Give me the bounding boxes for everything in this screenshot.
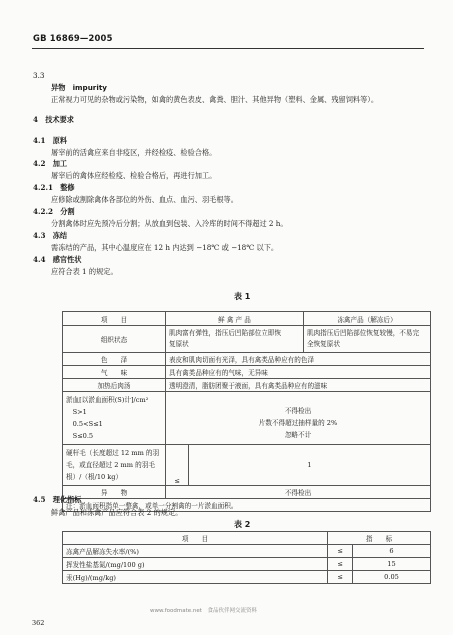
section-4-2-1-title: 整修 xyxy=(60,183,75,192)
section-4-5-title: 理化指标 xyxy=(52,495,82,504)
table-1-cell: 不得检出 xyxy=(166,486,431,499)
table-row xyxy=(63,392,431,445)
table-2-cell: ≤ xyxy=(328,571,353,584)
table-2-cell: 挥发性盐基氮/(mg/100 g) xyxy=(63,558,328,571)
table-2-cell: 冻禽产品解冻失水率/(%) xyxy=(63,545,328,558)
table-row xyxy=(63,486,431,499)
standard-number: GB 16869—2005 xyxy=(33,33,113,43)
section-4-5-heading xyxy=(33,495,81,505)
table-2-header-value: 指 标 xyxy=(328,532,431,545)
table-1-cell: 具有禽类品种应有的气味，无异味 xyxy=(166,366,431,379)
table-row xyxy=(63,571,431,584)
table-2-cell: ≤ xyxy=(328,558,353,571)
section-4-1-number: 4.1 xyxy=(33,136,46,145)
table-2-cell: 6 xyxy=(353,545,431,558)
section-4-1-body: 屠宰前的活禽应来自非疫区，并经检疫、检验合格。 xyxy=(51,148,217,157)
table-1-header-item: 项 目 xyxy=(63,312,166,326)
table-2-header-item: 项 目 xyxy=(63,532,328,545)
table-1-cell-line: 0.5<S≤1 xyxy=(66,420,103,428)
section-4-2-title: 加工 xyxy=(52,159,68,168)
table-1-cell xyxy=(166,326,304,353)
table-1-cell: 气 味 xyxy=(63,366,166,379)
table-1-cell-line: 复原状 xyxy=(169,340,189,348)
table-1-cell-line: 肌肉指压后凹陷部位恢复较慢，不易完 xyxy=(307,329,420,337)
page-number: 362 xyxy=(32,619,45,627)
section-4-2-number: 4.2 xyxy=(33,159,46,168)
table-1-note: 注：淤血面积指单一整禽，或单一分割禽的一片淤血面积。 xyxy=(63,499,431,512)
section-4-2-1-heading xyxy=(33,183,75,193)
table-2 xyxy=(62,531,431,584)
table-row xyxy=(63,366,431,379)
section-3-3-number: 3.3 xyxy=(33,71,45,80)
section-3-3-title: 异物 xyxy=(51,83,66,92)
section-4-1-title: 原料 xyxy=(52,136,68,145)
section-4-heading xyxy=(33,115,74,125)
table-1-cell-line: S>1 xyxy=(66,408,87,416)
table-1-cell: 1 xyxy=(189,445,431,486)
section-4-title: 技术要求 xyxy=(45,115,74,124)
section-4-2-heading xyxy=(33,159,67,169)
table-1-cell xyxy=(63,445,166,486)
table-1-cell: 色 泽 xyxy=(63,353,166,366)
table-1-cell-line: 忽略不计 xyxy=(284,431,312,439)
table-2-cell: ≤ xyxy=(328,545,353,558)
table-1-header-fresh: 鲜 禽 产 品 xyxy=(166,312,304,326)
table-row xyxy=(63,379,431,392)
table-1-cell: 透明澄清，脂肪团聚于液面，具有禽类品种应有的滋味 xyxy=(166,379,431,392)
table-1-header-frozen: 冻禽产品（解冻后） xyxy=(304,312,431,326)
table-row xyxy=(63,445,431,486)
section-4-2-2-heading xyxy=(33,207,75,217)
section-4-2-1-number: 4.2.1 xyxy=(33,183,54,192)
section-4-2-body: 屠宰后的禽体应经检疫、检验合格后，再进行加工。 xyxy=(51,171,217,180)
table-1-cell-line: 肌肉富有弹性，指压后凹陷部位立即恢 xyxy=(169,329,282,337)
table-row xyxy=(63,558,431,571)
watermark: www.foodmate.net 食品伙伴网交流资料 xyxy=(150,608,257,614)
section-4-2-2-title: 分割 xyxy=(60,207,75,216)
table-1-cell-line: 全恢复原状 xyxy=(307,340,340,348)
section-4-4-number: 4.4 xyxy=(33,255,46,264)
section-3-3-body: 正常视力可见的杂物或污染物，如禽的黄色表皮、禽粪、胆汁、其他异物（塑料、金属、残留饲料等）。 xyxy=(51,95,379,104)
section-4-5-body: 鲜禽产品和冻禽产品应符合表 2 的规定。 xyxy=(51,508,183,517)
section-3-3-heading xyxy=(51,83,107,93)
table-1-cell-line: S≤0.5 xyxy=(66,432,94,440)
section-4-number: 4 xyxy=(33,115,39,124)
table-1-cell: 加热后肉汤 xyxy=(63,379,166,392)
table-1-cell: 组织状态 xyxy=(63,326,166,353)
section-4-5-number: 4.5 xyxy=(33,495,46,504)
table-1-cell: ≤ xyxy=(166,445,189,486)
table-1-cell-line: 根）/（根/10 kg） xyxy=(66,473,123,481)
section-4-3-heading xyxy=(33,231,67,241)
section-4-3-title: 冻结 xyxy=(52,231,68,240)
table-1-caption: 表 1 xyxy=(234,292,251,301)
section-4-4-heading xyxy=(33,255,81,265)
table-row xyxy=(63,532,431,545)
table-2-cell: 0.05 xyxy=(353,571,431,584)
table-1-cell-line: 不得检出 xyxy=(284,407,312,415)
section-4-4-body: 应符合表 1 的规定。 xyxy=(51,267,118,276)
section-4-3-number: 4.3 xyxy=(33,231,46,240)
table-2-cell: 15 xyxy=(353,558,431,571)
table-2-caption: 表 2 xyxy=(234,520,251,529)
table-1-cell-line: 毛，或直径超过 2 mm 的羽毛 xyxy=(66,461,155,469)
section-4-4-title: 感官性状 xyxy=(52,255,82,264)
header-rule xyxy=(32,48,424,49)
table-1-cell: 表皮和肌肉切面有光泽，具有禽类品种应有的色泽 xyxy=(166,353,431,366)
table-row xyxy=(63,326,431,353)
table-2-cell: 汞(Hg)/(mg/kg) xyxy=(63,571,328,584)
table-1-cell-line: 硬杆毛（长度超过 12 mm 的羽 xyxy=(66,449,160,457)
section-4-2-2-number: 4.2.2 xyxy=(33,207,54,216)
table-1-cell xyxy=(304,326,431,353)
section-4-3-body: 需冻结的产品，其中心温度应在 12 h 内达到 −18℃ 或 −18℃ 以下。 xyxy=(51,243,279,252)
table-1-cell-line: 片数不得超过抽样量的 2% xyxy=(258,419,338,427)
table-row xyxy=(63,545,431,558)
table-1-cell-line: 淤血[以淤血面积(S)计]/cm² xyxy=(66,396,149,404)
table-row xyxy=(63,353,431,366)
table-row xyxy=(63,312,431,326)
section-4-2-2-body: 分割禽体时应先预冷后分割；从放血到包装、入冷库的时间不得超过 2 h。 xyxy=(51,219,288,228)
table-1-cell: 异 物 xyxy=(63,486,166,499)
section-4-2-1-body: 应修除或割除禽体各部位的外伤、血点、血污、羽毛根等。 xyxy=(51,195,238,204)
section-3-3-title-en: impurity xyxy=(72,83,107,92)
table-1-cell xyxy=(166,392,431,445)
table-1 xyxy=(62,311,431,512)
section-4-1-heading xyxy=(33,136,67,146)
table-1-cell xyxy=(63,392,166,445)
